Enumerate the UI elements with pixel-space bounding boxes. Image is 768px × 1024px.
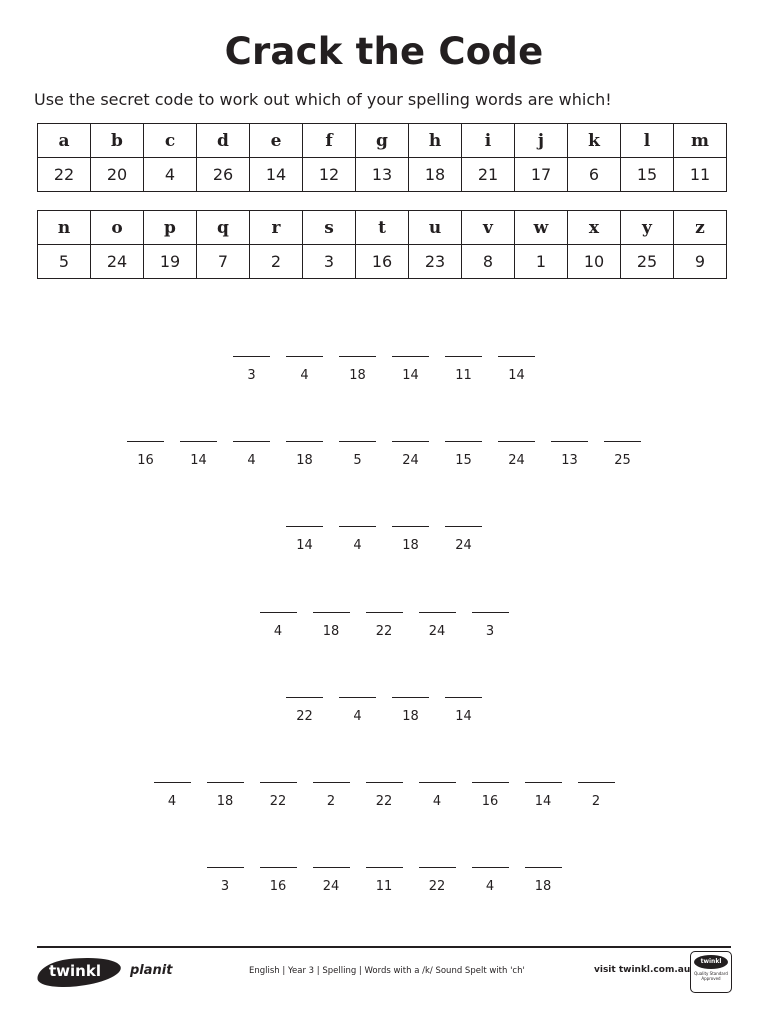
- code-number: 16: [137, 453, 154, 468]
- coded-word: [0, 441, 768, 469]
- code-number: 4: [273, 624, 283, 639]
- key-number-cell: 25: [621, 245, 674, 279]
- letter-slot: [392, 356, 429, 384]
- key-number-cell: 17: [515, 158, 568, 192]
- answer-blank[interactable]: [313, 612, 350, 613]
- code-number: 2: [326, 794, 336, 809]
- code-number: 14: [296, 538, 313, 553]
- code-number: 24: [322, 879, 340, 894]
- code-number: 18: [216, 794, 234, 809]
- answer-blank[interactable]: [419, 782, 456, 783]
- answer-blank[interactable]: [419, 612, 456, 613]
- letter-slot: [525, 782, 562, 810]
- key-letter-cell: t: [356, 211, 409, 245]
- code-number: 16: [481, 794, 499, 809]
- code-number: 15: [455, 453, 472, 468]
- code-number: 4: [353, 709, 362, 724]
- key-number-cell: 14: [250, 158, 303, 192]
- letter-slot: [233, 356, 270, 384]
- answer-blank[interactable]: [260, 612, 297, 613]
- letter-slot: [260, 782, 297, 810]
- key-letter-cell: n: [38, 211, 91, 245]
- letter-slot: [260, 867, 297, 895]
- key-number-cell: 16: [356, 245, 409, 279]
- letter-slot: [286, 697, 323, 725]
- code-number: 22: [375, 794, 393, 809]
- answer-blank[interactable]: [498, 356, 535, 357]
- answer-blank[interactable]: [207, 782, 244, 783]
- letter-slot: [366, 867, 403, 895]
- coded-word: [0, 867, 768, 895]
- letter-slot: [180, 441, 217, 469]
- answer-blank[interactable]: [366, 867, 403, 868]
- letter-slot: [339, 697, 376, 725]
- key-number-cell: 6: [568, 158, 621, 192]
- key-letter-cell: y: [621, 211, 674, 245]
- code-number: 25: [614, 453, 631, 468]
- key-letters-row: [38, 211, 727, 245]
- letter-slot: [339, 356, 376, 384]
- key-letter-cell: s: [303, 211, 356, 245]
- letter-slot: [498, 441, 535, 469]
- code-number: 18: [402, 538, 419, 553]
- answer-blank[interactable]: [578, 782, 615, 783]
- letter-slot: [472, 782, 509, 810]
- key-number-cell: 26: [197, 158, 250, 192]
- code-number: 3: [485, 624, 495, 639]
- letter-slot: [419, 782, 456, 810]
- letter-slot: [313, 867, 350, 895]
- answer-blank[interactable]: [392, 526, 429, 527]
- letter-slot: [313, 782, 350, 810]
- coded-word: [0, 612, 768, 640]
- answer-blank[interactable]: [180, 441, 217, 442]
- code-number: 16: [269, 879, 287, 894]
- key-number-cell: 1: [515, 245, 568, 279]
- key-letters-row: [38, 124, 727, 158]
- answer-blank[interactable]: [366, 612, 403, 613]
- key-number-cell: 24: [91, 245, 144, 279]
- code-number: 14: [455, 709, 472, 724]
- key-letter-cell: b: [91, 124, 144, 158]
- key-number-cell: 22: [38, 158, 91, 192]
- key-number-cell: 2: [250, 245, 303, 279]
- code-number: 13: [561, 453, 578, 468]
- letter-slot: [260, 612, 297, 640]
- letter-slot: [286, 526, 323, 554]
- key-letter-cell: h: [409, 124, 462, 158]
- answer-blank[interactable]: [260, 782, 297, 783]
- code-number: 14: [534, 794, 552, 809]
- footer-breadcrumb: English | Year 3 | Spelling | Words with a /k/ Sound Spelt with 'ch': [249, 966, 525, 976]
- key-letter-cell: z: [674, 211, 727, 245]
- code-number: 4: [247, 453, 256, 468]
- code-number: 5: [353, 453, 362, 468]
- code-number: 18: [296, 453, 313, 468]
- key-letter-cell: w: [515, 211, 568, 245]
- key-number-cell: 10: [568, 245, 621, 279]
- key-letter-cell: r: [250, 211, 303, 245]
- code-number: 24: [508, 453, 525, 468]
- code-number: 4: [485, 879, 495, 894]
- code-number: 11: [455, 368, 472, 383]
- coded-word: [0, 356, 768, 384]
- letter-slot: [313, 612, 350, 640]
- footer-divider: [37, 946, 731, 948]
- key-letter-cell: u: [409, 211, 462, 245]
- code-number: 18: [322, 624, 340, 639]
- answer-blank[interactable]: [286, 441, 323, 442]
- key-number-cell: 5: [38, 245, 91, 279]
- key-letter-cell: f: [303, 124, 356, 158]
- key-letter-cell: j: [515, 124, 568, 158]
- key-letter-cell: q: [197, 211, 250, 245]
- code-number: 14: [402, 368, 419, 383]
- code-number: 24: [428, 624, 446, 639]
- letter-slot: [551, 441, 588, 469]
- code-number: 18: [349, 368, 366, 383]
- code-number: 24: [455, 538, 472, 553]
- key-letter-cell: m: [674, 124, 727, 158]
- letter-slot: [207, 867, 244, 895]
- answer-blank[interactable]: [551, 441, 588, 442]
- key-letter-cell: l: [621, 124, 674, 158]
- letter-slot: [154, 782, 191, 810]
- letter-slot: [127, 441, 164, 469]
- answer-blank[interactable]: [286, 697, 323, 698]
- badge-title: twinkl: [694, 955, 728, 969]
- key-number-cell: 12: [303, 158, 356, 192]
- answer-blank[interactable]: [472, 867, 509, 868]
- key-letter-cell: x: [568, 211, 621, 245]
- answer-blank[interactable]: [260, 867, 297, 868]
- code-number: 22: [296, 709, 313, 724]
- footer-url: visit twinkl.com.au: [594, 965, 691, 975]
- coded-word: [0, 782, 768, 810]
- letter-slot: [419, 612, 456, 640]
- key-number-cell: 8: [462, 245, 515, 279]
- key-letter-cell: v: [462, 211, 515, 245]
- answer-blank[interactable]: [419, 867, 456, 868]
- answer-blank[interactable]: [313, 782, 350, 783]
- twinkl-logo: [37, 956, 173, 986]
- letter-slot: [419, 867, 456, 895]
- code-key-table-a-m: [37, 123, 727, 192]
- key-number-cell: 23: [409, 245, 462, 279]
- answer-blank[interactable]: [127, 441, 164, 442]
- instruction-text: Use the secret code to work out which of your spelling words are which!: [34, 90, 612, 109]
- key-number-cell: 19: [144, 245, 197, 279]
- logo-planit-text: planit: [130, 963, 173, 978]
- answer-blank[interactable]: [366, 782, 403, 783]
- letter-slot: [392, 697, 429, 725]
- key-number-cell: 21: [462, 158, 515, 192]
- key-letter-cell: o: [91, 211, 144, 245]
- key-letter-cell: p: [144, 211, 197, 245]
- quality-standard-badge: [690, 951, 732, 993]
- answer-blank[interactable]: [445, 526, 482, 527]
- answer-blank[interactable]: [525, 867, 562, 868]
- page-title: Crack the Code: [224, 30, 544, 73]
- letter-slot: [392, 526, 429, 554]
- key-letter-cell: d: [197, 124, 250, 158]
- code-number: 4: [353, 538, 362, 553]
- letter-slot: [525, 867, 562, 895]
- coded-word: [0, 526, 768, 554]
- answer-blank[interactable]: [604, 441, 641, 442]
- code-key-table-n-z: [37, 210, 727, 279]
- letter-slot: [339, 526, 376, 554]
- answer-blank[interactable]: [392, 356, 429, 357]
- key-letter-cell: c: [144, 124, 197, 158]
- key-letter-cell: e: [250, 124, 303, 158]
- letter-slot: [498, 356, 535, 384]
- key-letter-cell: g: [356, 124, 409, 158]
- answer-blank[interactable]: [286, 356, 323, 357]
- answer-blank[interactable]: [339, 441, 376, 442]
- code-number: 4: [432, 794, 442, 809]
- letter-slot: [445, 697, 482, 725]
- code-number: 3: [247, 368, 256, 383]
- logo-twinkl-text: twinkl: [49, 962, 101, 980]
- answer-blank[interactable]: [339, 526, 376, 527]
- key-numbers-row: [38, 245, 727, 279]
- code-number: 3: [220, 879, 230, 894]
- answer-blank[interactable]: [286, 526, 323, 527]
- answer-blank[interactable]: [392, 697, 429, 698]
- answer-blank[interactable]: [154, 782, 191, 783]
- badge-caption: Quality Standard Approved: [694, 971, 728, 981]
- code-number: 14: [190, 453, 207, 468]
- letter-slot: [445, 441, 482, 469]
- key-number-cell: 3: [303, 245, 356, 279]
- letter-slot: [207, 782, 244, 810]
- code-number: 4: [167, 794, 177, 809]
- letter-slot: [339, 441, 376, 469]
- key-numbers-row: [38, 158, 727, 192]
- letter-slot: [286, 356, 323, 384]
- code-number: 18: [534, 879, 552, 894]
- answer-blank[interactable]: [339, 356, 376, 357]
- answer-blank[interactable]: [445, 356, 482, 357]
- letter-slot: [604, 441, 641, 469]
- key-number-cell: 13: [356, 158, 409, 192]
- code-number: 11: [375, 879, 393, 894]
- letter-slot: [472, 867, 509, 895]
- key-letter-cell: a: [38, 124, 91, 158]
- key-number-cell: 9: [674, 245, 727, 279]
- code-number: 24: [402, 453, 419, 468]
- letter-slot: [366, 612, 403, 640]
- code-number: 18: [402, 709, 419, 724]
- answer-blank[interactable]: [445, 441, 482, 442]
- answer-blank[interactable]: [445, 697, 482, 698]
- key-number-cell: 7: [197, 245, 250, 279]
- answer-blank[interactable]: [207, 867, 244, 868]
- answer-blank[interactable]: [525, 782, 562, 783]
- code-number: 22: [269, 794, 287, 809]
- key-letter-cell: i: [462, 124, 515, 158]
- letter-slot: [472, 612, 509, 640]
- answer-blank[interactable]: [472, 782, 509, 783]
- key-number-cell: 4: [144, 158, 197, 192]
- code-number: 22: [428, 879, 446, 894]
- letter-slot: [578, 782, 615, 810]
- letter-slot: [233, 441, 270, 469]
- key-number-cell: 18: [409, 158, 462, 192]
- letter-slot: [445, 526, 482, 554]
- answer-blank[interactable]: [339, 697, 376, 698]
- code-number: 14: [508, 368, 525, 383]
- code-number: 2: [591, 794, 601, 809]
- letter-slot: [392, 441, 429, 469]
- answer-blank[interactable]: [233, 356, 270, 357]
- answer-blank[interactable]: [313, 867, 350, 868]
- answer-blank[interactable]: [498, 441, 535, 442]
- key-number-cell: 11: [674, 158, 727, 192]
- answer-blank[interactable]: [472, 612, 509, 613]
- answer-blank[interactable]: [233, 441, 270, 442]
- coded-word: [0, 697, 768, 725]
- answer-blank[interactable]: [392, 441, 429, 442]
- key-letter-cell: k: [568, 124, 621, 158]
- key-number-cell: 15: [621, 158, 674, 192]
- letter-slot: [445, 356, 482, 384]
- letter-slot: [286, 441, 323, 469]
- code-number: 4: [300, 368, 309, 383]
- key-number-cell: 20: [91, 158, 144, 192]
- code-number: 22: [375, 624, 393, 639]
- letter-slot: [366, 782, 403, 810]
